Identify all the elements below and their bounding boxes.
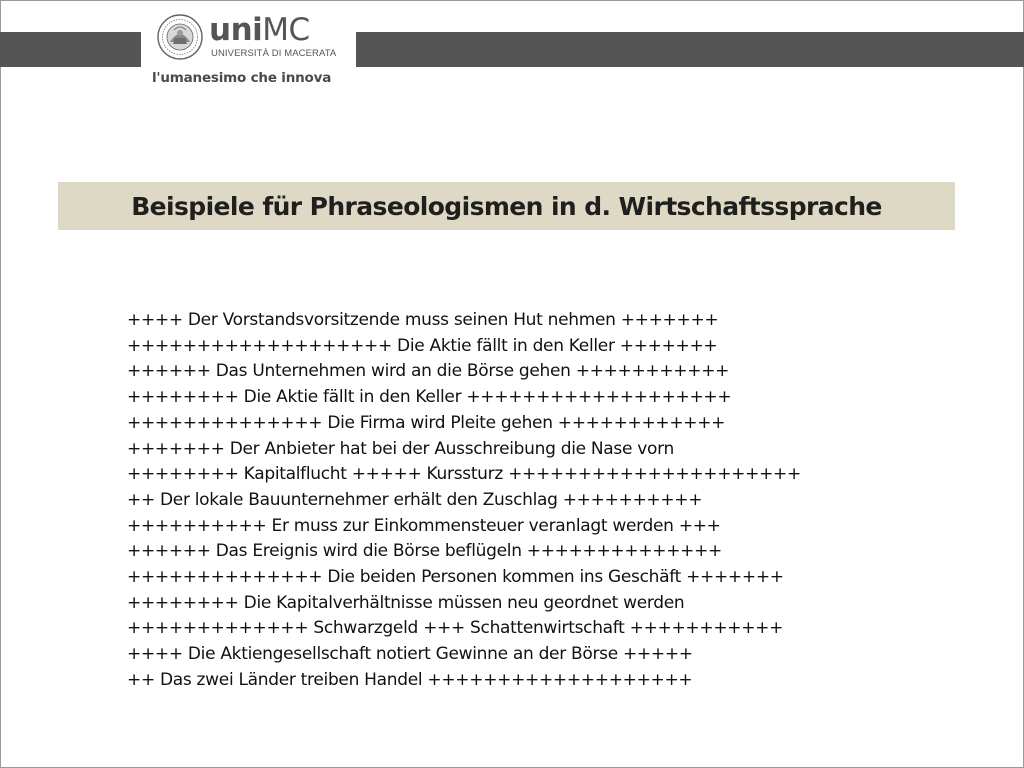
logo-brand-bold: uni [209,12,263,48]
list-item: +++++++++++++++++++ Die Aktie fällt in den Keller +++++++ [127,335,718,356]
list-item: ++++++ Das Ereignis wird die Börse beflügeln ++++++++++++++ [127,541,722,562]
list-item: ++++++ Das Unternehmen wird an die Börse gehen +++++++++++ [127,361,730,382]
list-item: +++++++ Der Anbieter hat bei der Ausschreibung die Nase vorn [127,438,674,459]
header-bar-right [356,32,1024,67]
list-item: ++++++++++++++ Die beiden Personen kommen ins Geschäft +++++++ [127,567,784,588]
logo-brand-light: MC [262,12,310,48]
logo-brand [209,14,310,46]
phrase-list [127,308,801,694]
list-item: +++++++++++++ Schwarzgeld +++ Schattenwirtschaft +++++++++++ [127,618,784,639]
list-item: ++ Der lokale Bauunternehmer erhält den Zuschlag ++++++++++ [127,489,703,510]
list-item: ++ Das zwei Länder treiben Handel +++++++++++++++++++ [127,669,693,690]
header-bar-left [0,32,141,67]
university-seal-icon [157,14,203,60]
list-item: ++++++++ Die Aktie fällt in den Keller +++++++++++++++++++ [127,387,732,408]
university-logo [143,6,354,90]
list-item: ++++++++++++++ Die Firma wird Pleite gehen ++++++++++++ [127,412,726,433]
list-item: ++++++++ Die Kapitalverhältnisse müssen neu geordnet werden [127,592,685,613]
title-band [58,182,955,230]
list-item: ++++++++ Kapitalflucht +++++ Kurssturz +++++++++++++++++++++ [127,464,801,485]
list-item: ++++ Die Aktiengesellschaft notiert Gewinne an der Börse +++++ [127,644,693,665]
university-name: UNIVERSITÀ DI MACERATA [211,48,337,59]
slide-title: Beispiele für Phraseologismen in d. Wirtschaftssprache [131,191,882,221]
university-motto: l'umanesimo che innova [152,70,332,86]
list-item: ++++ Der Vorstandsvorsitzende muss seinen Hut nehmen +++++++ [127,310,719,330]
list-item: ++++++++++ Er muss zur Einkommensteuer veranlagt werden +++ [127,515,721,536]
